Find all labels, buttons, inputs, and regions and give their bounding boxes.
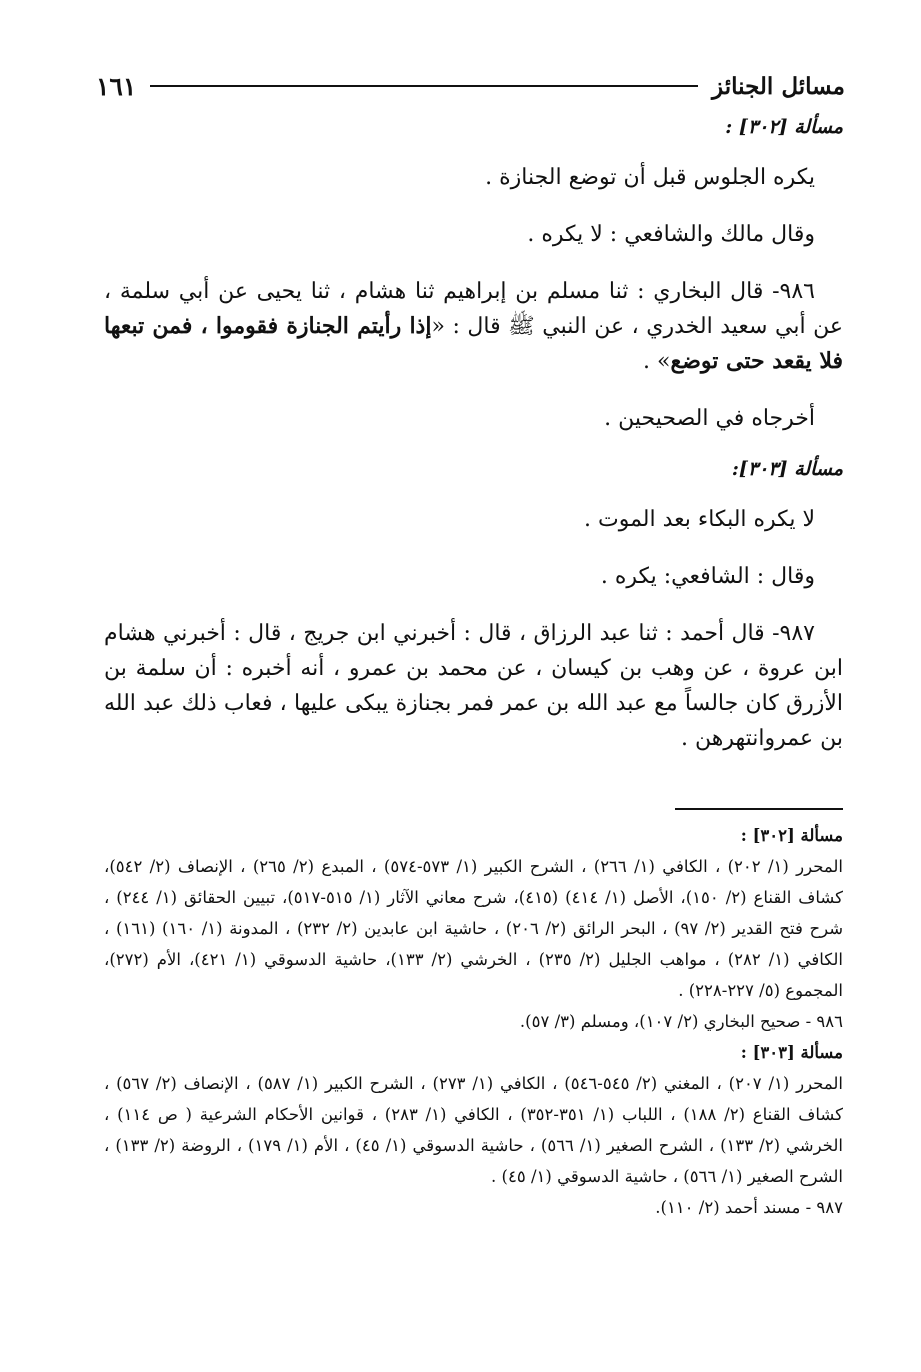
issue-302-opinion: وقال مالك والشافعي : لا يكره . (527, 222, 815, 247)
footnote-987-reference: ٩٨٧ - مسند أحمد (٢/ ١١٠). (655, 1198, 843, 1217)
main-text (104, 112, 843, 756)
hadith-986-isnad: ٩٨٦- قال البخاري : ثنا مسلم بن إبراهيم ثنا هشام ، ثنا يحيى عن أبي سلمة ، عن أبي سعيد الخدري ، عن النبي ﷺ قال : « (104, 279, 843, 339)
hadith-986-close: » . (643, 349, 671, 374)
issue-303-statement: لا يكره البكاء بعد الموت . (584, 507, 815, 532)
issue-303-opinion: وقال : الشافعي: يكره . (600, 564, 815, 589)
running-head-rule (150, 85, 698, 87)
issue-303-heading: مسألة [٣٠٣]: (731, 458, 843, 480)
hadith-986-matn: إذا رأيتم الجنازة فقوموا ، فمن تبعها فلا يقعد حتى توضع (104, 313, 843, 374)
footnote-303-sources: المحرر (١/ ٢٠٧) ، المغني (٢/ ٥٤٥-٥٤٦) ، الكافي (١/ ٢٧٣) ، الشرح الكبير (١/ ٥٨٧) ، الإنصاف (٢/ ٥٦٧) ، كشاف القناع (٢/ ١٨٨) ، اللباب (١/ ٣٥١-٣٥٢) ، الكافي (١/ ٢٨٣) ، قوانين الأحكام الشرعية ( ص ١١٤) ، الخرشي (٢/ ١٣٣) ، الشرح الصغير (١/ ٥٦٦) ، حاشية الدسوقي (١/ ٤٥) ، الأم (١/ ١٧٩) ، الروضة (٢/ ١٣٣) ، الشرح الصغير (١/ ٥٦٦) ، حاشية الدسوقي (١/ ٤٥) . (104, 1074, 844, 1186)
footnote-302-heading: مسألة [٣٠٢] : (740, 826, 843, 845)
issue-302-heading: مسألة [٣٠٢] : (725, 116, 843, 138)
hadith-987-text: ٩٨٧- قال أحمد : ثنا عبد الرزاق ، قال : أخبرني ابن جريج ، قال : أخبرني هشام ابن عروة ، عن وهب بن كيسان ، عن محمد بن عمرو ، أنه أخبره : أن سلمة بن الأزرق كان جالساً مع عبد الله بن عمر فمر بجنازة يبكى عليها ، فعاب ذلك عبد الله بن عمروانتهرهن . (104, 621, 843, 751)
footnote-302-sources: المحرر (١/ ٢٠٢) ، الكافي (١/ ٢٦٦) ، الشرح الكبير (١/ ٥٧٣-٥٧٤) ، المبدع (٢/ ٢٦٥) ، الإنصاف (٢/ ٥٤٢)، كشاف القناع (٢/ ١٥٠)، الأصل (١/ ٤١٤) (٤١٥)، شرح معاني الآثار (١/ ٥١٥-٥١٧)، تبيين الحقائق (١/ ٢٤٤) ، شرح فتح القدير (٢/ ٩٧) ، البحر الرائق (٢/ ٢٠٦) ، حاشية ابن عابدين (٢/ ٢٣٢) ، المدونة (١/ ١٦٠) (١٦١) ، الكافي (١/ ٢٨٢) ، مواهب الجليل (٢/ ٢٣٥) ، الخرشي (٢/ ١٣٣)، حاشية الدسوقي (١/ ٤٢١)، الأم (٢٧٢)، المجموع (٥/ ٢٢٧-٢٢٨) . (104, 857, 844, 1000)
hadith-986-takhrij: أخرجاه في الصحيحين . (604, 406, 815, 431)
footnote-separator (675, 808, 843, 810)
footnote-986-reference: ٩٨٦ - صحيح البخاري (٢/ ١٠٧)، ومسلم (٣/ ٥٧). (519, 1012, 843, 1031)
page-number: ١٦١ (96, 71, 137, 101)
footnotes (104, 820, 843, 1223)
running-head-title: مسائل الجنائز (712, 72, 845, 100)
issue-302-statement: يكره الجلوس قبل أن توضع الجنازة . (485, 165, 815, 190)
hadith-986 (104, 274, 843, 379)
footnote-303-heading: مسألة [٣٠٣] : (740, 1043, 843, 1062)
running-head (96, 66, 845, 106)
hadith-987 (104, 616, 843, 756)
